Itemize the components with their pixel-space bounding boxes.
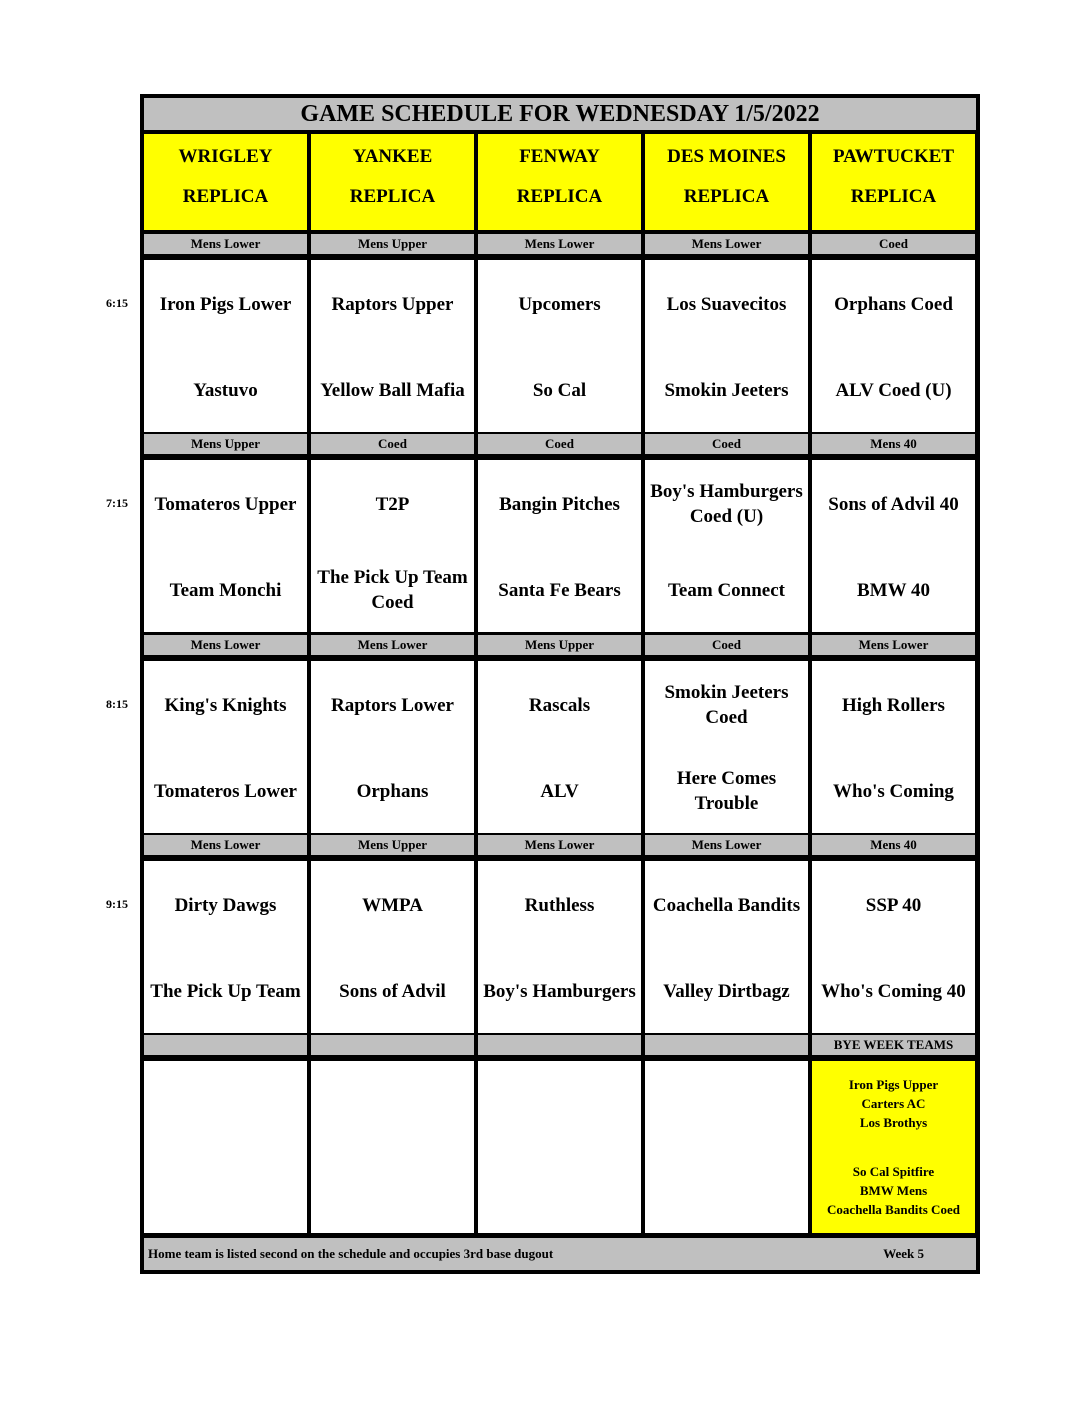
game-cell	[311, 861, 474, 1033]
division-label: Mens Lower	[144, 835, 307, 855]
game-cell	[645, 460, 808, 632]
away-team: Dirty Dawgs	[174, 894, 277, 916]
away-team: Coachella Bandits	[652, 894, 801, 916]
division-label: Mens 40	[812, 835, 975, 855]
away-team: Ruthless	[524, 894, 595, 916]
bye-team: So Cal Spitfire	[852, 1164, 935, 1179]
week-label: Week 5	[883, 1246, 924, 1261]
game-cell	[812, 260, 975, 432]
home-team: Yastuvo	[193, 379, 258, 401]
game-cell	[478, 861, 641, 1033]
home-team: BMW 40	[856, 579, 930, 601]
away-team: King's Knights	[164, 694, 287, 716]
game-cell	[478, 260, 641, 432]
game-cell	[645, 661, 808, 833]
time-label: 6:15	[106, 296, 128, 310]
bye-team: BMW Mens	[859, 1183, 928, 1198]
division-label: Mens Lower	[645, 234, 808, 254]
away-team: Sons of Advil 40	[828, 493, 959, 515]
game-cell	[144, 460, 307, 632]
game-cell	[812, 861, 975, 1033]
footer-bar	[144, 1238, 976, 1270]
venue-subtitle: REPLICA	[516, 186, 603, 207]
division-label: Mens Lower	[478, 234, 641, 254]
empty-cell	[144, 1061, 307, 1233]
division-label: Coed	[812, 234, 975, 254]
venue-subtitle: REPLICA	[182, 186, 269, 207]
bye-week-teams	[812, 1061, 975, 1233]
away-team: Orphans Coed	[834, 293, 953, 315]
away-team: SSP 40	[865, 894, 922, 916]
venue-subtitle: REPLICA	[683, 186, 770, 207]
empty-division-cell	[478, 1035, 641, 1055]
footer-note: Home team is listed second on the schedule and occupies 3rd base dugout	[148, 1246, 554, 1261]
venue-header	[812, 134, 975, 230]
away-team: Tomateros Upper	[154, 493, 297, 515]
empty-division-cell	[144, 1035, 307, 1055]
venue-header	[645, 134, 808, 230]
home-team: Team Monchi	[169, 579, 282, 601]
home-team: Sons of Advil	[339, 980, 446, 1002]
division-label: Mens Lower	[645, 835, 808, 855]
venue-name: PAWTUCKET	[832, 146, 955, 167]
away-team: Rascals	[528, 694, 591, 716]
away-team: Bangin Pitches	[499, 493, 620, 515]
away-team: Smokin Jeeters Coed	[664, 682, 789, 728]
division-label: Coed	[478, 434, 641, 454]
home-team: ALV Coed (U)	[835, 379, 952, 401]
venue-subtitle: REPLICA	[349, 186, 436, 207]
empty-cell	[311, 1061, 474, 1233]
home-team: Here Comes Trouble	[676, 768, 777, 814]
home-team: Boy's Hamburgers	[483, 980, 636, 1002]
game-cell	[645, 861, 808, 1033]
empty-division-cell	[311, 1035, 474, 1055]
away-team: Raptors Upper	[331, 293, 454, 315]
division-label: Coed	[645, 635, 808, 655]
division-label: Mens Lower	[144, 234, 307, 254]
division-label: Mens Lower	[144, 635, 307, 655]
game-cell	[812, 460, 975, 632]
division-label: Mens Upper	[311, 835, 474, 855]
bye-week-header: BYE WEEK TEAMS	[812, 1035, 975, 1055]
schedule-sheet	[140, 94, 980, 1274]
division-label: Mens Upper	[311, 234, 474, 254]
division-label: Mens Upper	[478, 635, 641, 655]
home-team: The Pick Up Team	[150, 980, 301, 1002]
game-cell	[478, 661, 641, 833]
home-team: Valley Dirtbagz	[663, 980, 790, 1002]
away-team: Boy's Hamburgers Coed (U)	[650, 481, 803, 527]
venue-name: YANKEE	[352, 146, 433, 167]
division-label: Mens 40	[812, 434, 975, 454]
division-label: Mens Upper	[144, 434, 307, 454]
game-cell	[311, 260, 474, 432]
away-team: WMPA	[362, 894, 423, 916]
away-team: T2P	[375, 493, 410, 515]
game-cell	[144, 661, 307, 833]
venue-subtitle: REPLICA	[850, 186, 937, 207]
page-title: GAME SCHEDULE FOR WEDNESDAY 1/5/2022	[144, 98, 976, 130]
time-label: 8:15	[106, 697, 128, 711]
empty-division-cell	[645, 1035, 808, 1055]
venue-header	[311, 134, 474, 230]
bye-team: Iron Pigs Upper	[848, 1077, 939, 1092]
away-team: Iron Pigs Lower	[159, 293, 292, 315]
venue-name: FENWAY	[519, 146, 600, 167]
bye-team: Coachella Bandits Coed	[827, 1202, 960, 1217]
home-team: Team Connect	[668, 579, 785, 601]
away-team: Upcomers	[518, 293, 601, 315]
game-cell	[144, 260, 307, 432]
time-label: 9:15	[106, 897, 128, 911]
home-team: Tomateros Lower	[153, 780, 297, 802]
away-team: Raptors Lower	[331, 694, 454, 716]
venue-header	[478, 134, 641, 230]
game-cell	[812, 661, 975, 833]
division-label: Mens Lower	[311, 635, 474, 655]
home-team: The Pick Up Team Coed	[317, 567, 468, 613]
venue-header	[144, 134, 307, 230]
division-label: Mens Lower	[812, 635, 975, 655]
division-label: Coed	[311, 434, 474, 454]
game-cell	[311, 661, 474, 833]
home-team: Who's Coming 40	[821, 980, 966, 1002]
venue-name: WRIGLEY	[178, 146, 273, 167]
home-team: Smokin Jeeters	[664, 379, 789, 401]
division-label: Mens Lower	[478, 835, 641, 855]
home-team: ALV	[540, 780, 579, 802]
empty-cell	[478, 1061, 641, 1233]
game-cell	[144, 861, 307, 1033]
home-team: Yellow Ball Mafia	[320, 379, 465, 401]
venue-name: DES MOINES	[667, 146, 786, 167]
home-team: Santa Fe Bears	[498, 579, 621, 601]
game-cell	[311, 460, 474, 632]
home-team: Orphans	[356, 780, 429, 802]
away-team: Los Suavecitos	[666, 293, 787, 315]
time-label: 7:15	[106, 496, 128, 510]
game-cell	[478, 460, 641, 632]
bye-team: Carters AC	[861, 1096, 926, 1111]
home-team: So Cal	[532, 379, 587, 401]
game-cell	[645, 260, 808, 432]
away-team: High Rollers	[842, 694, 945, 716]
home-team: Who's Coming	[833, 780, 954, 802]
division-label: Coed	[645, 434, 808, 454]
empty-cell	[645, 1061, 808, 1233]
bye-team: Los Brothys	[859, 1115, 928, 1130]
